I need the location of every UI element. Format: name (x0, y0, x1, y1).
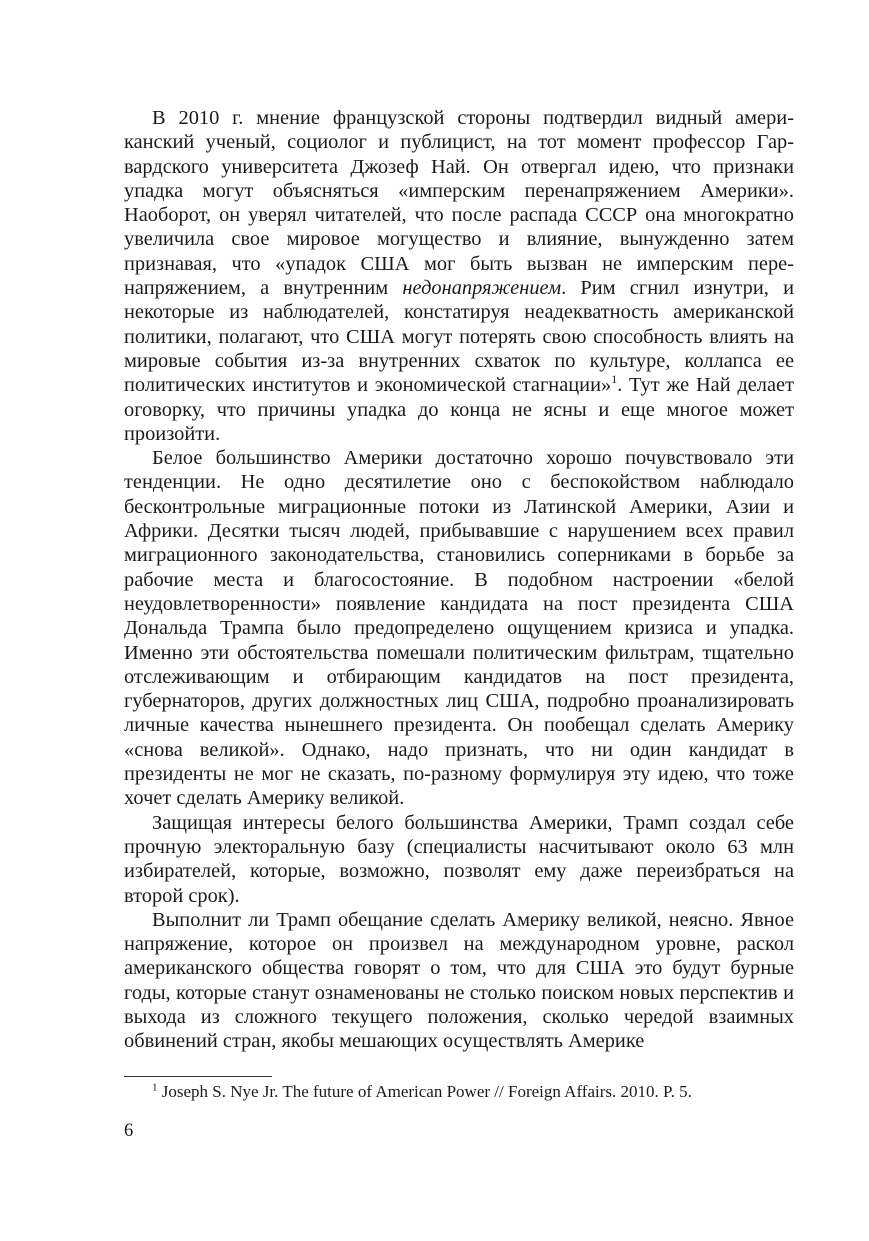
paragraph-3: Защищая интересы белого большинства Америки, Трамп создал себе прочную электоральную базу (специалисты насчитывают около 63 млн избирателей, которые, возможно, позволят ему даже переизбраться на второй срок). (124, 811, 794, 907)
paragraph-1 (124, 106, 794, 446)
paragraph-1-text-end: . Тут же Най делает оговорку, что причины упадка до конца не ясны и еще многое может произойти. (124, 374, 794, 445)
page-number: 6 (124, 1121, 134, 1141)
footnote-mark: 1 (152, 1081, 158, 1094)
italic-term: недонапряжением (402, 277, 562, 300)
footnote-separator (124, 1076, 272, 1077)
paragraph-2: Белое большинство Америки достаточно хорошо почувствовало эти тенденции. Не одно десятилетие оно с беспокойством наблюдало бесконтрольные миграционные потоки из Латинской Америки, Азии и Африки. Десятки тысяч людей, прибывавшие с нарушением всех правил миграционного законодательства, становились соперниками в борьбе за рабочие места и благосостояние. В подобном настроении «белой неудовлетворенности» появление кандидата на пост президента США Дональда Трампа было предопределено ощущением кризиса и упадка. Именно эти обстоятельства помешали политическим фильтрам, тщательно отслеживающим и отбирающим кандидатов на пост президента, губернаторов, других должностных лиц США, подробно проанализировать личные качества нынешнего президента. Он пообещал сделать Америку «снова великой». Однако, надо признать, что ни один кандидат в президенты не мог не сказать, по-разному формулируя эту идею, что тоже хочет сделать Америку великой. (124, 447, 794, 810)
footnote-reference: 1 (611, 372, 618, 387)
paragraph-4: Выполнит ли Трамп обещание сделать Америку великой, неясно. Явное напряжение, которое он произвел на международном уровне, раскол американского общества говорят о том, что для США это будут бурные годы, которые станут ознаменованы не столько поиском новых перспектив и выхода из сложного текущего положения, сколько чередой взаимных обвинений стран, якобы мешающих осуществлять Америке (124, 908, 794, 1053)
footnote-text: Joseph S. Nye Jr. The future of American Power // Foreign Affairs. 2010. P. 5. (157, 1082, 692, 1101)
body-text (124, 106, 794, 1054)
footnote (152, 1081, 792, 1103)
paragraph-1-text-middle: . Рим сгнил изнутри, и некоторые из наблюдателей, констатируя неадекватность американской политики, полагают, что США могут потерять свою способность влиять на мировые события из-за внутренних схваток по культуре, коллапса ее политических институтов и экономической стагнации» (124, 277, 794, 397)
paragraph-1-text-start: В 2010 г. мнение французской стороны подтвердил видный американский ученый, социолог и публицист, на тот момент профессор Гарвардского университета Джозеф Най. Он отвергал идею, что признаки упадка могут объясняться «имперским перенапряжением Америки». Наоборот, он уверял читателей, что после распада СССР она многократно увеличила свое мировое могущество и влияние, вынужденно затем признавая, что «упадок США мог быть вызван не имперским перенапряжением, а внутренним (124, 107, 794, 300)
